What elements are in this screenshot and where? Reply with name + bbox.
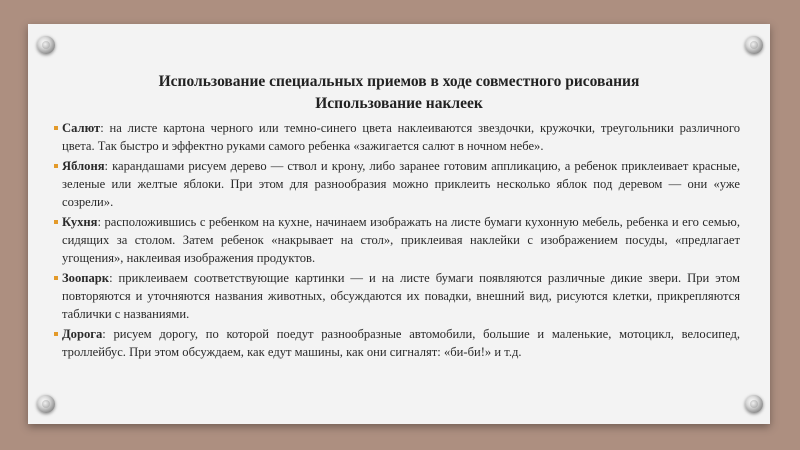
item-term: Салют xyxy=(62,121,101,135)
pin-icon xyxy=(745,36,763,54)
bullet-icon xyxy=(54,126,58,130)
item-text: : карандашами рисуем дерево — ствол и крону, либо заранее готовим аппликацию, а ребенок приклеивает красные, зеленые или желтые яблоки. При этом для разнообразия можно приклеить несколько яблок под деревом — они «уже созрели». xyxy=(62,159,740,209)
item-text: : приклеиваем соответствующие картинки — и на листе бумаги появляются различные дикие звери. При этом повторяются и уточняются названия животных, обсуждаются их повадки, внешний вид, рисуются клетки, прикрепляются таблички с названиями. xyxy=(62,271,740,321)
bullet-icon xyxy=(54,164,58,168)
item-term: Яблоня xyxy=(62,159,105,173)
item-term: Дорога xyxy=(62,327,103,341)
bullet-icon xyxy=(54,220,58,224)
item-term: Кухня xyxy=(62,215,98,229)
pin-icon xyxy=(745,395,763,413)
list-item-salut xyxy=(60,119,740,155)
list-item-kukhnya xyxy=(60,213,740,267)
item-text: : рисуем дорогу, по которой поедут разнообразные автомобили, большие и маленькие, мотоцикл, велосипед, троллейбус. При этом обсуждаем, как едут машины, как они сигналят: «би-би!» и т.д. xyxy=(62,327,740,359)
item-term: Зоопарк xyxy=(62,271,110,285)
item-text: : расположившись с ребенком на кухне, начинаем изображать на листе бумаги кухонную мебель, ребенка и его семью, сидящих за столом. Затем ребенок «накрывает на стол», приклеивая наклейки с изображением посуды, «предлагает угощения», наклеивая изображения продуктов. xyxy=(62,215,740,265)
pin-icon xyxy=(37,36,55,54)
title-line-1: Использование специальных приемов в ходе совместного рисования xyxy=(158,73,640,90)
list-item-yablonya xyxy=(60,157,740,211)
list-item-zoopark xyxy=(60,269,740,323)
title-line-2: Использование наклеек xyxy=(315,95,483,112)
bullet-icon xyxy=(54,332,58,336)
bullet-icon xyxy=(54,276,58,280)
item-text: : на листе картона черного или темно-синего цвета наклеиваются звездочки, кружочки, треугольники различного цвета. Так быстро и эффектно руками самого ребенка «зажигается салют в ночном небе». xyxy=(62,121,740,153)
slide-content xyxy=(60,119,740,363)
pin-icon xyxy=(37,395,55,413)
list-item-doroga xyxy=(60,325,740,361)
slide-title xyxy=(28,71,770,115)
